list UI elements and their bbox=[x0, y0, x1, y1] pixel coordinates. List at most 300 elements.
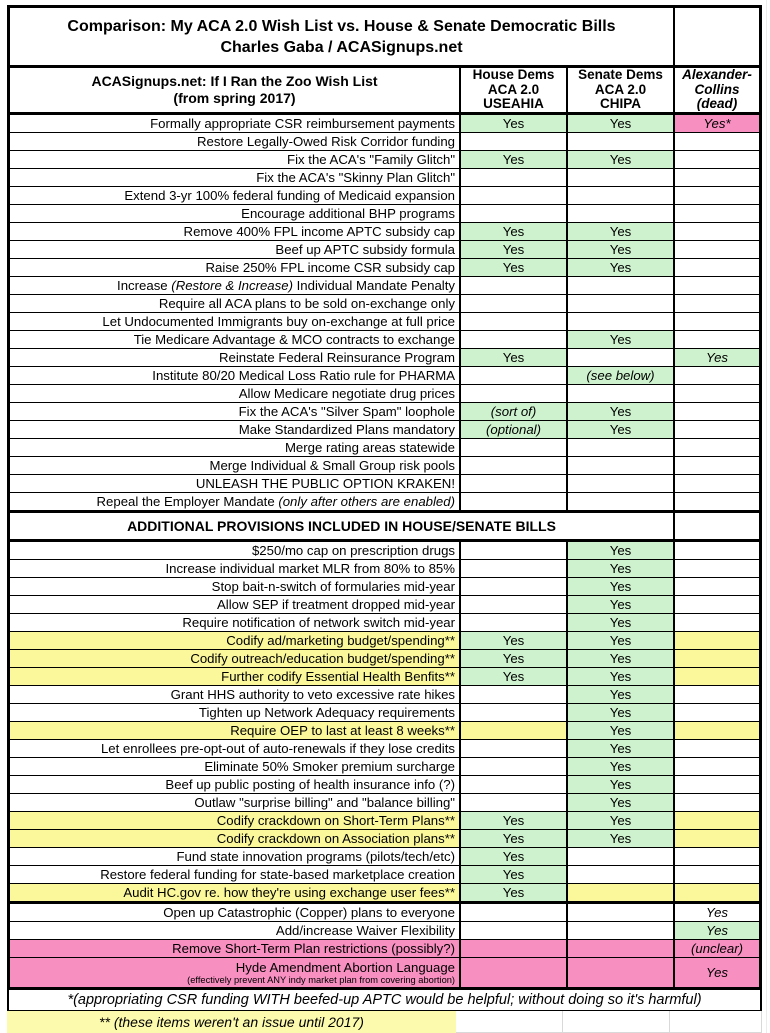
additional-provisions-section bbox=[10, 539, 759, 987]
label-text: Beef up APTC subsidy formula bbox=[275, 242, 455, 257]
house-cell-value: Yes bbox=[502, 260, 525, 275]
label-line bbox=[219, 350, 455, 365]
label-text: UNLEASH THE PUBLIC OPTION KRAKEN! bbox=[195, 476, 455, 491]
alexander-collins-cell bbox=[673, 848, 759, 865]
house-cell-value: Yes bbox=[502, 651, 525, 666]
house-dems-cell bbox=[459, 812, 566, 829]
senate-dems-cell bbox=[566, 115, 673, 132]
label-text: Stop bait-n-switch of formularies mid-year bbox=[211, 579, 455, 594]
senate-cell-value: Yes bbox=[609, 152, 632, 167]
house-dems-cell bbox=[459, 794, 566, 811]
label-line bbox=[230, 723, 455, 738]
senate-dems-cell bbox=[566, 277, 673, 294]
label-text: Let Undocumented Immigrants buy on-exchange at full price bbox=[102, 314, 455, 329]
label-line bbox=[150, 116, 455, 131]
label-line bbox=[172, 941, 455, 956]
senate-cell-value: Yes bbox=[609, 242, 632, 257]
wishlist-item-label bbox=[10, 776, 459, 793]
wishlist-item-label bbox=[10, 457, 459, 474]
table-row bbox=[10, 865, 759, 883]
label-line bbox=[102, 314, 455, 329]
house-dems-cell bbox=[459, 169, 566, 186]
alexander-collins-cell bbox=[673, 776, 759, 793]
label-text: Require OEP to last at least 8 weeks** bbox=[230, 723, 455, 738]
alexander-cell-value: (unclear) bbox=[690, 941, 744, 956]
wishlist-item-label bbox=[10, 668, 459, 685]
label-text: Fund state innovation programs (pilots/tech/etc) bbox=[176, 849, 455, 864]
alexander-collins-cell bbox=[673, 385, 759, 402]
label-text: Tighten up Network Adequacy requirements bbox=[198, 705, 455, 720]
alexander-collins-cell bbox=[673, 277, 759, 294]
label-line bbox=[217, 813, 455, 828]
senate-cell-value: Yes bbox=[609, 687, 632, 702]
senate-dems-cell bbox=[566, 241, 673, 258]
label-line bbox=[212, 579, 455, 594]
alexander-collins-cell bbox=[673, 331, 759, 348]
house-dems-cell bbox=[459, 578, 566, 595]
label-subtext: (effectively prevent ANY indy market plan from covering abortion) bbox=[187, 975, 455, 985]
senate-cell-value: Yes bbox=[609, 224, 632, 239]
house-dems-cell bbox=[459, 650, 566, 667]
alexander-collins-cell bbox=[673, 421, 759, 438]
alexander-collins-cell bbox=[673, 403, 759, 420]
senate-cell-value: Yes bbox=[609, 404, 632, 419]
label-line bbox=[226, 633, 455, 648]
table-row bbox=[10, 492, 759, 510]
comparison-table bbox=[7, 5, 762, 990]
house-header-line1: House Dems bbox=[472, 68, 555, 83]
house-dems-cell bbox=[459, 668, 566, 685]
label-text: Restore Legally-Owed Risk Corridor funding bbox=[197, 134, 455, 149]
senate-dems-cell bbox=[566, 295, 673, 312]
table-row bbox=[10, 883, 759, 901]
footnote-csr: *(appropriating CSR funding WITH beefed-up APTC would be helpful; without doing so it's harmful) bbox=[7, 990, 762, 1011]
house-dems-cell bbox=[459, 560, 566, 577]
table-row bbox=[10, 559, 759, 577]
alexander-header-line1: Alexander- bbox=[682, 68, 752, 83]
label-line bbox=[287, 152, 455, 167]
label-line bbox=[239, 386, 455, 401]
senate-dems-cell bbox=[566, 704, 673, 721]
senate-dems-cell bbox=[566, 560, 673, 577]
title-line1: Comparison: My ACA 2.0 Wish List vs. House & Senate Democratic Bills bbox=[67, 17, 616, 35]
alexander-collins-cell bbox=[673, 668, 759, 685]
wishlist-item-label bbox=[10, 884, 459, 901]
senate-cell-value: Yes bbox=[609, 669, 632, 684]
wishlist-item-label bbox=[10, 940, 459, 957]
label-line bbox=[221, 669, 455, 684]
table-row bbox=[10, 703, 759, 721]
senate-cell-value: (see below) bbox=[586, 368, 655, 383]
wishlist-header-line1: ACASignups.net: If I Ran the Zoo Wish List bbox=[91, 73, 378, 89]
house-dems-cell bbox=[459, 904, 566, 921]
senate-header-line2: ACA 2.0 bbox=[594, 81, 647, 97]
senate-dems-cell bbox=[566, 632, 673, 649]
senate-dems-column-header bbox=[566, 68, 673, 112]
house-dems-cell bbox=[459, 866, 566, 883]
label-text: Formally appropriate CSR reimbursement payments bbox=[150, 116, 455, 131]
alexander-cell-value: Yes bbox=[706, 350, 728, 365]
senate-dems-cell bbox=[566, 884, 673, 901]
label-line bbox=[236, 960, 455, 975]
senate-dems-cell bbox=[566, 740, 673, 757]
wishlist-section bbox=[10, 112, 759, 510]
wishlist-item-label bbox=[10, 241, 459, 258]
table-row bbox=[10, 366, 759, 384]
table-title bbox=[10, 8, 673, 65]
alexander-collins-column-header bbox=[673, 68, 759, 112]
alexander-collins-cell bbox=[673, 542, 759, 559]
label-line bbox=[276, 923, 455, 938]
senate-dems-cell bbox=[566, 475, 673, 492]
house-cell-value: Yes bbox=[502, 849, 525, 864]
senate-cell-value: Yes bbox=[609, 651, 632, 666]
table-row bbox=[10, 739, 759, 757]
table-row bbox=[10, 921, 759, 939]
label-text: Require notification of network switch mid-year bbox=[182, 615, 455, 630]
table-row bbox=[10, 384, 759, 402]
wishlist-item-label bbox=[10, 259, 459, 276]
alexander-collins-cell bbox=[673, 457, 759, 474]
label-text: Restore federal funding for state-based marketplace creation bbox=[100, 867, 455, 882]
alexander-cell-value: Yes bbox=[706, 905, 728, 920]
table-row bbox=[10, 957, 759, 987]
house-dems-cell bbox=[459, 542, 566, 559]
alexander-collins-cell bbox=[673, 650, 759, 667]
table-row bbox=[10, 438, 759, 456]
label-line bbox=[194, 795, 455, 810]
wishlist-item-label bbox=[10, 614, 459, 631]
senate-dems-cell bbox=[566, 904, 673, 921]
table-row bbox=[10, 204, 759, 222]
table-row bbox=[10, 474, 759, 492]
label-line bbox=[165, 777, 455, 792]
alexander-collins-cell bbox=[673, 133, 759, 150]
senate-cell-value: Yes bbox=[609, 633, 632, 648]
label-line bbox=[196, 476, 455, 491]
house-dems-column-header bbox=[459, 68, 566, 112]
house-cell-value: (sort of) bbox=[490, 404, 537, 419]
section2-empty-cell bbox=[673, 513, 759, 539]
label-text: $250/mo cap on prescription drugs bbox=[251, 543, 455, 558]
senate-dems-cell bbox=[566, 439, 673, 456]
alexander-cell-value: Yes bbox=[706, 965, 728, 980]
table-row bbox=[10, 240, 759, 258]
table-row bbox=[10, 721, 759, 739]
label-text: Eliminate 50% Smoker premium surcharge bbox=[204, 759, 455, 774]
alexander-collins-cell bbox=[673, 922, 759, 939]
senate-dems-cell bbox=[566, 421, 673, 438]
senate-dems-cell bbox=[566, 758, 673, 775]
table-row bbox=[10, 811, 759, 829]
label-text: Institute 80/20 Medical Loss Ratio rule for PHARMA bbox=[152, 368, 455, 383]
senate-dems-cell bbox=[566, 722, 673, 739]
senate-cell-value: Yes bbox=[609, 723, 632, 738]
label-post-text: Individual Mandate Penalty bbox=[292, 278, 455, 293]
house-cell-value: Yes bbox=[502, 350, 525, 365]
house-dems-cell bbox=[459, 958, 566, 987]
table-row bbox=[10, 829, 759, 847]
table-row bbox=[10, 312, 759, 330]
senate-dems-cell bbox=[566, 650, 673, 667]
wishlist-item-label bbox=[10, 115, 459, 132]
label-text: Encourage additional BHP programs bbox=[241, 206, 455, 221]
senate-dems-cell bbox=[566, 578, 673, 595]
house-dems-cell bbox=[459, 133, 566, 150]
table-row bbox=[10, 667, 759, 685]
label-text: Grant HHS authority to veto excessive rate hikes bbox=[170, 687, 455, 702]
label-line bbox=[275, 242, 455, 257]
alexander-collins-cell bbox=[673, 349, 759, 366]
senate-dems-cell bbox=[566, 668, 673, 685]
senate-header-line1: Senate Dems bbox=[578, 68, 663, 83]
table-row bbox=[10, 456, 759, 474]
senate-header-line3: CHIPA bbox=[599, 96, 641, 112]
alexander-collins-cell bbox=[673, 704, 759, 721]
label-text: Allow Medicare negotiate drug prices bbox=[238, 386, 455, 401]
label-line bbox=[163, 905, 455, 920]
wishlist-item-label bbox=[10, 632, 459, 649]
label-line bbox=[285, 440, 455, 455]
senate-dems-cell bbox=[566, 493, 673, 510]
alexander-collins-cell bbox=[673, 794, 759, 811]
wishlist-item-label bbox=[10, 187, 459, 204]
alexander-collins-cell bbox=[673, 614, 759, 631]
house-dems-cell bbox=[459, 776, 566, 793]
wishlist-item-label bbox=[10, 650, 459, 667]
label-text: Allow SEP if treatment dropped mid-year bbox=[217, 597, 455, 612]
alexander-collins-cell bbox=[673, 812, 759, 829]
house-dems-cell bbox=[459, 493, 566, 510]
wishlist-item-label bbox=[10, 313, 459, 330]
house-dems-cell bbox=[459, 632, 566, 649]
alexander-collins-cell bbox=[673, 223, 759, 240]
senate-dems-cell bbox=[566, 830, 673, 847]
house-dems-cell bbox=[459, 614, 566, 631]
label-italic-text: (only after others are enabled) bbox=[278, 494, 455, 509]
label-italic-text: (Restore & Increase) bbox=[171, 278, 293, 293]
alexander-collins-cell bbox=[673, 596, 759, 613]
house-header-line2: ACA 2.0 bbox=[487, 81, 540, 97]
label-line bbox=[101, 741, 455, 756]
alexander-collins-cell bbox=[673, 904, 759, 921]
label-line bbox=[206, 260, 455, 275]
label-line bbox=[152, 368, 455, 383]
house-dems-cell bbox=[459, 830, 566, 847]
wishlist-item-label bbox=[10, 722, 459, 739]
label-line bbox=[176, 849, 455, 864]
label-text: Codify crackdown on Association plans** bbox=[216, 831, 455, 846]
label-line bbox=[171, 687, 455, 702]
alexander-collins-cell bbox=[673, 958, 759, 987]
senate-cell-value: Yes bbox=[609, 260, 632, 275]
label-text: Merge rating areas statewide bbox=[284, 440, 455, 455]
label-text: Let enrollees pre-opt-out of auto-renewals if they lose credits bbox=[100, 741, 455, 756]
senate-dems-cell bbox=[566, 596, 673, 613]
senate-cell-value: Yes bbox=[609, 579, 632, 594]
alexander-collins-cell bbox=[673, 884, 759, 901]
senate-dems-cell bbox=[566, 259, 673, 276]
footnote-2017: ** (these items weren't an issue until 2017) bbox=[7, 1011, 456, 1033]
wishlist-item-label bbox=[10, 848, 459, 865]
house-dems-cell bbox=[459, 722, 566, 739]
wishlist-item-label bbox=[10, 922, 459, 939]
wishlist-item-label bbox=[10, 686, 459, 703]
label-text: Merge Individual & Small Group risk pools bbox=[209, 458, 455, 473]
house-dems-cell bbox=[459, 277, 566, 294]
house-dems-cell bbox=[459, 686, 566, 703]
label-line bbox=[217, 597, 455, 612]
table-row bbox=[10, 330, 759, 348]
alexander-collins-cell bbox=[673, 313, 759, 330]
label-line bbox=[217, 831, 455, 846]
house-dems-cell bbox=[459, 205, 566, 222]
senate-dems-cell bbox=[566, 848, 673, 865]
house-dems-cell bbox=[459, 151, 566, 168]
house-dems-cell bbox=[459, 385, 566, 402]
alexander-collins-cell bbox=[673, 686, 759, 703]
title-line2: Charles Gaba / ACASignups.net bbox=[220, 38, 463, 56]
section2-title: ADDITIONAL PROVISIONS INCLUDED IN HOUSE/SENATE BILLS bbox=[127, 518, 556, 534]
table-row bbox=[10, 539, 759, 559]
house-dems-cell bbox=[459, 439, 566, 456]
senate-dems-cell bbox=[566, 922, 673, 939]
senate-cell-value: Yes bbox=[609, 795, 632, 810]
wishlist-item-label bbox=[10, 758, 459, 775]
table-row bbox=[10, 595, 759, 613]
senate-dems-cell bbox=[566, 794, 673, 811]
senate-dems-cell bbox=[566, 331, 673, 348]
table-row bbox=[10, 186, 759, 204]
table-row bbox=[10, 402, 759, 420]
senate-dems-cell bbox=[566, 385, 673, 402]
alexander-collins-cell bbox=[673, 758, 759, 775]
house-cell-value: Yes bbox=[502, 813, 525, 828]
label-text: Increase individual market MLR from 80% to 85% bbox=[165, 561, 455, 576]
house-dems-cell bbox=[459, 295, 566, 312]
alexander-collins-cell bbox=[673, 578, 759, 595]
house-dems-cell bbox=[459, 884, 566, 901]
senate-dems-cell bbox=[566, 940, 673, 957]
house-dems-cell bbox=[459, 457, 566, 474]
label-line bbox=[239, 422, 455, 437]
house-dems-cell bbox=[459, 187, 566, 204]
wishlist-item-label bbox=[10, 169, 459, 186]
label-line bbox=[204, 759, 455, 774]
wishlist-item-label bbox=[10, 349, 459, 366]
alexander-collins-cell bbox=[673, 830, 759, 847]
sheet-cell bbox=[670, 1011, 762, 1033]
table-row bbox=[10, 631, 759, 649]
label-text: Increase bbox=[117, 278, 172, 293]
table-row bbox=[10, 775, 759, 793]
table-row bbox=[10, 294, 759, 312]
wishlist-item-label bbox=[10, 331, 459, 348]
table-row bbox=[10, 901, 759, 921]
senate-dems-cell bbox=[566, 169, 673, 186]
senate-cell-value: Yes bbox=[609, 741, 632, 756]
label-line bbox=[100, 867, 455, 882]
senate-dems-cell bbox=[566, 205, 673, 222]
wishlist-item-label bbox=[10, 403, 459, 420]
alexander-collins-cell bbox=[673, 632, 759, 649]
senate-dems-cell bbox=[566, 812, 673, 829]
house-dems-cell bbox=[459, 740, 566, 757]
senate-dems-cell bbox=[566, 367, 673, 384]
alexander-collins-cell bbox=[673, 115, 759, 132]
label-text: Add/increase Waiver Flexibility bbox=[275, 923, 455, 938]
sheet-cell bbox=[563, 1011, 670, 1033]
house-header-line3: USEAHIA bbox=[483, 96, 544, 112]
senate-dems-cell bbox=[566, 403, 673, 420]
alexander-collins-cell bbox=[673, 740, 759, 757]
wishlist-item-label bbox=[10, 596, 459, 613]
house-dems-cell bbox=[459, 596, 566, 613]
senate-cell-value: Yes bbox=[609, 705, 632, 720]
table-row bbox=[10, 132, 759, 150]
table-row bbox=[10, 420, 759, 438]
senate-cell-value: Yes bbox=[609, 597, 632, 612]
house-cell-value: Yes bbox=[502, 867, 525, 882]
alexander-collins-cell bbox=[673, 151, 759, 168]
alexander-collins-cell bbox=[673, 259, 759, 276]
senate-cell-value: Yes bbox=[609, 543, 632, 558]
label-line bbox=[199, 705, 455, 720]
label-text: Require all ACA plans to be sold on-exchange only bbox=[158, 296, 455, 311]
alexander-header-line3: (dead) bbox=[696, 96, 738, 112]
wishlist-item-label bbox=[10, 904, 459, 921]
label-text: Hyde Amendment Abortion Language bbox=[235, 960, 455, 975]
alexander-collins-cell bbox=[673, 475, 759, 492]
house-dems-cell bbox=[459, 421, 566, 438]
alexander-collins-cell bbox=[673, 493, 759, 510]
senate-dems-cell bbox=[566, 313, 673, 330]
wishlist-item-label bbox=[10, 223, 459, 240]
label-line bbox=[190, 651, 455, 666]
wishlist-item-label bbox=[10, 740, 459, 757]
wishlist-item-label bbox=[10, 830, 459, 847]
table-row bbox=[10, 112, 759, 132]
label-line bbox=[184, 224, 455, 239]
label-line bbox=[124, 188, 455, 203]
wishlist-item-label bbox=[10, 958, 459, 987]
wishlist-header-line2: (from spring 2017) bbox=[173, 90, 296, 106]
alexander-collins-cell bbox=[673, 367, 759, 384]
table-row bbox=[10, 939, 759, 957]
label-line bbox=[97, 494, 455, 509]
house-cell-value: Yes bbox=[502, 116, 525, 131]
wishlist-item-label bbox=[10, 578, 459, 595]
table-row bbox=[10, 847, 759, 865]
label-text: Remove Short-Term Plan restrictions (possibly?) bbox=[172, 941, 455, 956]
alexander-collins-cell bbox=[673, 295, 759, 312]
alexander-collins-cell bbox=[673, 169, 759, 186]
label-text: Beef up public posting of health insurance info (?) bbox=[165, 777, 455, 792]
table-row bbox=[10, 258, 759, 276]
senate-cell-value: Yes bbox=[609, 759, 632, 774]
senate-cell-value: Yes bbox=[609, 813, 632, 828]
house-cell-value: Yes bbox=[502, 831, 525, 846]
alexander-cell-value: Yes* bbox=[703, 116, 731, 131]
sheet-gridline bbox=[766, 0, 767, 1033]
senate-cell-value: Yes bbox=[609, 831, 632, 846]
senate-cell-value: Yes bbox=[609, 615, 632, 630]
wishlist-item-label bbox=[10, 421, 459, 438]
column-header-row bbox=[10, 65, 759, 112]
wishlist-item-label bbox=[10, 133, 459, 150]
house-dems-cell bbox=[459, 940, 566, 957]
alexander-collins-cell bbox=[673, 866, 759, 883]
